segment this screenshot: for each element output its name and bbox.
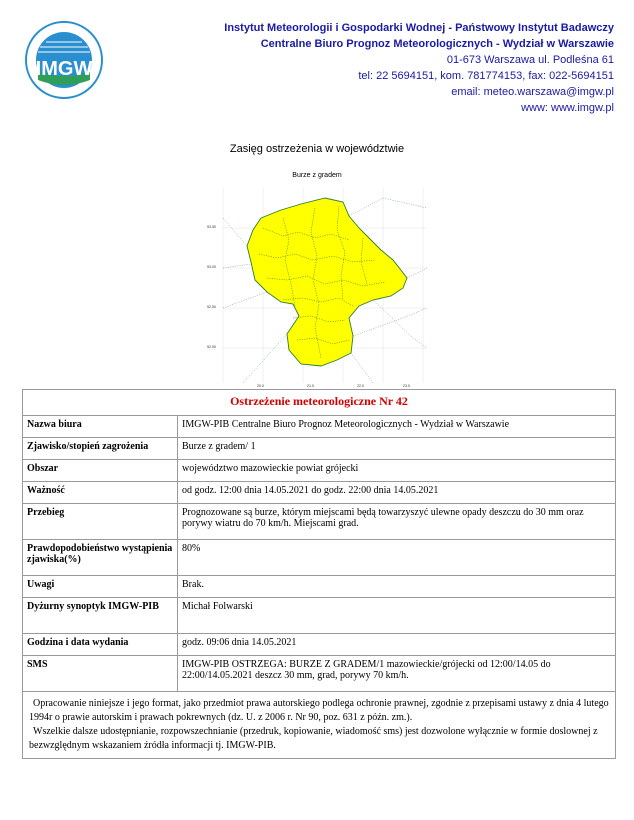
distribution-text: Wszelkie dalsze udostępnianie, rozpowszechnianie (przedruk, kopiowanie, wiadomość sms) jest dozwolone wyłącznie w formie doslownej z bezwzględnym wskazaniem źródła informacji tj. IMGW-PIB. [29,726,598,751]
row-label: SMS [23,656,178,692]
svg-text:52.50: 52.50 [207,305,216,309]
warning-title: Ostrzeżenie meteorologiczne Nr 42 [23,390,616,416]
row-value: IMGW-PIB Centralne Biuro Prognoz Meteorologicznych - Wydział w Warszawie [178,416,616,438]
svg-text:52.00: 52.00 [207,345,216,349]
row-value: województwo mazowieckie powiat grójecki [178,460,616,482]
row-value: godz. 09:06 dnia 14.05.2021 [178,634,616,656]
warning-map [203,188,427,388]
warning-table [22,389,616,759]
logo-text: IMGW [35,58,93,80]
row-value: Burze z gradem/ 1 [178,438,616,460]
table-row [23,634,616,656]
svg-text:53.00: 53.00 [207,265,216,269]
address: 01-673 Warszawa ul. Podleśna 61 [446,54,614,66]
email[interactable]: email: meteo.warszawa@imgw.pl [451,86,614,98]
map-title: Zasięg ostrzeżenia w województwie [229,143,405,155]
table-row [23,540,616,576]
table-row [23,460,616,482]
row-value: Prognozowane są burze, którym miejscami będą towarzyszyć ulewne opady deszczu do 30 mm oraz porywy wiatru do 70 km/h. Miejscami grad. [178,504,616,540]
row-value: Brak. [178,576,616,598]
table-row [23,416,616,438]
row-label: Nazwa biura [23,416,178,438]
copyright-note [23,692,616,759]
institute-header [194,20,614,116]
imgw-logo [24,20,104,100]
table-row [23,438,616,460]
svg-text:53.50: 53.50 [207,225,216,229]
row-label: Godzina i data wydania [23,634,178,656]
institute-name: Instytut Meteorologii i Gospodarki Wodnej - Państwowy Instytut Badawczy [224,22,614,34]
svg-text:22.0: 22.0 [357,384,364,388]
table-row [23,656,616,692]
map-subtitle: Burze z gradem [292,172,342,179]
row-value: 80% [178,540,616,576]
row-label: Ważność [23,482,178,504]
row-label: Przebieg [23,504,178,540]
row-label: Obszar [23,460,178,482]
svg-text:21.0: 21.0 [307,384,314,388]
table-row [23,482,616,504]
table-row [23,598,616,634]
row-label: Zjawisko/stopień zagrożenia [23,438,178,460]
website[interactable]: www: www.imgw.pl [521,102,614,114]
row-value: IMGW-PIB OSTRZEGA: BURZE Z GRADEM/1 mazowieckie/grójecki od 12:00/14.05 do 22:00/14.05.2021 deszcz 30 mm, grad, porywy 70 km/h. [178,656,616,692]
copyright-text: Opracowanie niniejsze i jego format, jako przedmiot prawa autorskiego podlega ochronie prawnej, zgodnie z przepisami ustawy z dnia 4 lutego 1994r o prawie autorskim i prawach pokrewnych (dz. U. z 2006 r. Nr 90, poz. 631 z późn. zm.). [29,698,609,723]
row-label: Uwagi [23,576,178,598]
office-name: Centralne Biuro Prognoz Meteorologicznych - Wydział w Warszawie [260,38,614,50]
row-value: Michał Folwarski [178,598,616,634]
svg-text:20.0: 20.0 [257,384,264,388]
svg-text:23.0: 23.0 [403,384,410,388]
table-row [23,576,616,598]
phone: tel: 22 5694151, kom. 781774153, fax: 022-5694151 [358,70,614,82]
row-label: Dyżurny synoptyk IMGW-PIB [23,598,178,634]
row-label: Prawdopodobieństwo wystąpienia zjawiska(%) [23,540,178,576]
row-value: od godz. 12:00 dnia 14.05.2021 do godz. 22:00 dnia 14.05.2021 [178,482,616,504]
table-row [23,504,616,540]
